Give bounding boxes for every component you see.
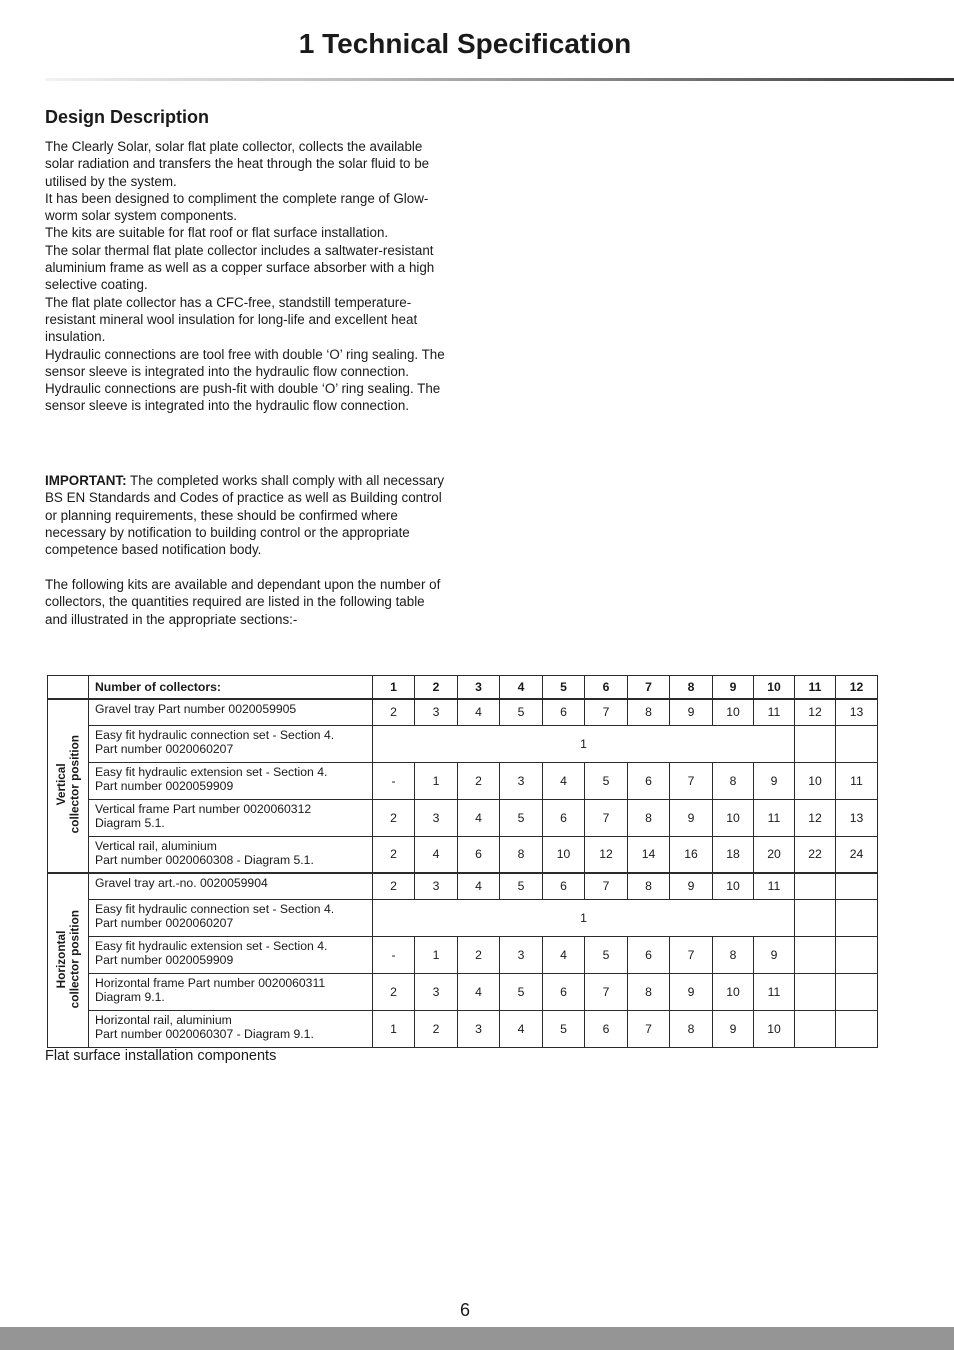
- quantity-cell: 24: [836, 836, 878, 873]
- quantity-cell: [836, 873, 878, 899]
- quantity-cell: 11: [754, 973, 795, 1010]
- quantity-cell: [795, 873, 836, 899]
- table-header-row: [48, 676, 878, 700]
- quantity-cell: 7: [585, 799, 628, 836]
- quantity-cell: 22: [795, 836, 836, 873]
- quantity-cell: 1: [373, 1010, 415, 1047]
- component-detail: Part number 0020060207: [95, 742, 234, 756]
- column-header: 8: [670, 676, 713, 700]
- components-table: [47, 675, 878, 1048]
- quantity-cell: 8: [670, 1010, 713, 1047]
- quantity-cell: 6: [543, 873, 585, 899]
- quantity-cell: 7: [670, 762, 713, 799]
- quantity-cell: 2: [415, 1010, 458, 1047]
- quantity-cell: 10: [713, 973, 754, 1010]
- quantity-cell: -: [373, 936, 415, 973]
- quantity-cell: 11: [754, 873, 795, 899]
- paragraph: The flat plate collector has a CFC-free, standstill temperature-resistant mineral wool insulation for long-life and excellent heat insulation.: [45, 294, 418, 345]
- component-name: Easy fit hydraulic extension set - Section 4.: [95, 764, 328, 779]
- design-description: [45, 138, 450, 415]
- quantity-cell: 1: [415, 936, 458, 973]
- column-header: 5: [543, 676, 585, 700]
- vertical-group: [48, 699, 878, 873]
- column-header: 3: [458, 676, 500, 700]
- quantity-cell: 4: [415, 836, 458, 873]
- quantity-cell: 12: [795, 799, 836, 836]
- quantity-cell: 2: [373, 973, 415, 1010]
- quantity-cell: 6: [543, 973, 585, 1010]
- paragraph: Hydraulic connections are tool free with double ‘O’ ring sealing. The sensor sleeve is integrated into the hydraulic flow connection.: [45, 346, 445, 379]
- quantity-cell: 6: [628, 762, 670, 799]
- table-row: [48, 936, 878, 973]
- column-header: 11: [795, 676, 836, 700]
- footer-bar: [0, 1327, 954, 1350]
- quantity-cell: 5: [585, 936, 628, 973]
- quantity-cell-merged: 1: [373, 899, 795, 936]
- quantity-cell: [795, 973, 836, 1010]
- quantity-cell: 8: [628, 873, 670, 899]
- quantity-cell: 7: [585, 873, 628, 899]
- quantity-cell: [795, 936, 836, 973]
- quantity-cell: 13: [836, 799, 878, 836]
- quantity-cell: 2: [458, 936, 500, 973]
- paragraph: The solar thermal flat plate collector includes a saltwater-resistant aluminium frame as well as a copper surface absorber with a high selective coating.: [45, 242, 435, 293]
- table-row: [48, 973, 878, 1010]
- quantity-cell: 6: [543, 699, 585, 725]
- quantity-cell: 5: [500, 699, 543, 725]
- column-header-label: Number of collectors:: [89, 676, 373, 700]
- table-row: [48, 762, 878, 799]
- table-row: [48, 699, 878, 725]
- component-name: Easy fit hydraulic connection set - Section 4.: [95, 727, 335, 742]
- table-row: [48, 836, 878, 873]
- component-detail: Part number 0020060207: [95, 916, 234, 930]
- quantity-cell: 3: [500, 762, 543, 799]
- component-label: [89, 762, 373, 799]
- quantity-cell: 4: [458, 799, 500, 836]
- quantity-cell-merged: 1: [373, 725, 795, 762]
- group-label-line: Horizontal: [53, 929, 68, 988]
- horizontal-group: [48, 873, 878, 1047]
- corner-cell: [48, 676, 89, 700]
- quantity-cell: 5: [585, 762, 628, 799]
- group-label-line: collector position: [67, 735, 81, 834]
- quantity-cell: 3: [458, 1010, 500, 1047]
- quantity-cell: 4: [500, 1010, 543, 1047]
- important-text: The completed works shall comply with all necessary BS EN Standards and Codes of practice as well as Building control or planning requirements, these should be confirmed where necessary by notification to building control or the appropriate competence based notification body.: [45, 473, 445, 558]
- table-row: [48, 799, 878, 836]
- component-detail: Part number 0020059909: [95, 953, 234, 967]
- important-label: IMPORTANT:: [45, 473, 127, 488]
- column-header: 10: [754, 676, 795, 700]
- component-name: Horizontal rail, aluminium: [95, 1012, 232, 1027]
- quantity-cell: 16: [670, 836, 713, 873]
- quantity-cell: 2: [373, 836, 415, 873]
- group-label-line: collector position: [67, 909, 81, 1008]
- quantity-cell: 10: [713, 799, 754, 836]
- component-label: [89, 725, 373, 762]
- component-name: Easy fit hydraulic extension set - Section 4.: [95, 938, 328, 953]
- quantity-cell: 1: [415, 762, 458, 799]
- quantity-cell: 4: [458, 873, 500, 899]
- component-name: Gravel tray art.-no. 0020059904: [95, 876, 268, 890]
- column-header: 2: [415, 676, 458, 700]
- column-header: 4: [500, 676, 543, 700]
- quantity-cell: 10: [713, 699, 754, 725]
- quantity-cell: 4: [458, 973, 500, 1010]
- quantity-cell: 2: [373, 699, 415, 725]
- quantity-cell: 2: [458, 762, 500, 799]
- component-label: [89, 899, 373, 936]
- quantity-cell: 5: [500, 973, 543, 1010]
- table-row: [48, 899, 878, 936]
- paragraph: It has been designed to compliment the complete range of Glow-worm solar system components.: [45, 190, 429, 224]
- component-name: Vertical frame Part number 0020060312: [95, 801, 312, 816]
- quantity-cell: 9: [754, 936, 795, 973]
- group-label-text: [55, 910, 82, 1008]
- quantity-cell: 18: [713, 836, 754, 873]
- quantity-cell: 6: [628, 936, 670, 973]
- quantity-cell: [795, 899, 836, 936]
- component-label: [89, 1010, 373, 1047]
- quantity-cell: 10: [543, 836, 585, 873]
- quantity-cell: 8: [628, 799, 670, 836]
- quantity-cell: 8: [713, 936, 754, 973]
- quantity-cell: 4: [458, 699, 500, 725]
- table-row: [48, 725, 878, 762]
- quantity-cell: 3: [415, 799, 458, 836]
- quantity-cell: 10: [754, 1010, 795, 1047]
- quantity-cell: 12: [585, 836, 628, 873]
- paragraph: The following kits are available and dependant upon the number of collectors, the quantities required are listed in the following table and illustrated in the appropriate sections:-: [45, 577, 441, 627]
- quantity-cell: 2: [373, 799, 415, 836]
- quantity-cell: 4: [543, 762, 585, 799]
- component-label: [89, 873, 373, 899]
- component-label: [89, 936, 373, 973]
- component-label: [89, 799, 373, 836]
- quantity-cell: 9: [713, 1010, 754, 1047]
- table-caption: Flat surface installation components: [45, 1048, 277, 1064]
- quantity-cell: 6: [585, 1010, 628, 1047]
- quantity-cell: 8: [713, 762, 754, 799]
- quantity-cell: 8: [628, 973, 670, 1010]
- quantity-cell: 20: [754, 836, 795, 873]
- component-detail: Part number 0020059909: [95, 779, 234, 793]
- paragraph: Hydraulic connections are push-fit with double ‘O’ ring sealing. The sensor sleeve is integrated into the hydraulic flow connection.: [45, 381, 441, 414]
- component-name: Gravel tray Part number 0020059905: [95, 702, 297, 716]
- quantity-cell: 7: [670, 936, 713, 973]
- quantity-cell: [836, 1010, 878, 1047]
- quantity-cell: 7: [585, 973, 628, 1010]
- quantity-cell: 9: [754, 762, 795, 799]
- quantity-cell: 3: [415, 699, 458, 725]
- column-header: 1: [373, 676, 415, 700]
- quantity-cell: 14: [628, 836, 670, 873]
- component-detail: Diagram 5.1.: [95, 816, 165, 830]
- group-label-text: [55, 735, 82, 833]
- quantity-cell: 6: [543, 799, 585, 836]
- quantity-cell: 12: [795, 699, 836, 725]
- horizontal-group-label: [48, 873, 89, 1047]
- quantity-cell: 8: [628, 699, 670, 725]
- quantity-cell: 7: [585, 699, 628, 725]
- component-name: Horizontal frame Part number 0020060311: [95, 975, 326, 990]
- component-detail: Part number 0020060308 - Diagram 5.1.: [95, 853, 314, 867]
- quantity-cell: 9: [670, 973, 713, 1010]
- quantity-cell: 10: [713, 873, 754, 899]
- quantity-cell: 8: [500, 836, 543, 873]
- quantity-cell: [836, 936, 878, 973]
- quantity-cell: 5: [500, 799, 543, 836]
- quantity-cell: 4: [543, 936, 585, 973]
- table-row: [48, 873, 878, 899]
- quantity-cell: 3: [415, 873, 458, 899]
- page-number: 6: [459, 1300, 470, 1320]
- quantity-cell: 7: [628, 1010, 670, 1047]
- column-header: 9: [713, 676, 754, 700]
- quantity-cell: 3: [500, 936, 543, 973]
- component-label: [89, 973, 373, 1010]
- quantity-cell: 11: [836, 762, 878, 799]
- quantity-cell: 9: [670, 873, 713, 899]
- quantity-cell: 6: [458, 836, 500, 873]
- quantity-cell: 13: [836, 699, 878, 725]
- quantity-cell: [836, 973, 878, 1010]
- kits-intro: [45, 576, 450, 628]
- paragraph: The kits are suitable for flat roof or flat surface installation.: [45, 225, 389, 241]
- vertical-group-label: [48, 699, 89, 873]
- page-title: 1 Technical Specification: [298, 28, 632, 59]
- component-detail: Diagram 9.1.: [95, 990, 165, 1004]
- component-name: Easy fit hydraulic connection set - Section 4.: [95, 901, 335, 916]
- quantity-cell: [836, 899, 878, 936]
- column-header: 12: [836, 676, 878, 700]
- quantity-cell: 11: [754, 699, 795, 725]
- column-header: 6: [585, 676, 628, 700]
- component-label: [89, 836, 373, 873]
- title-rule: [45, 78, 954, 81]
- quantity-cell: [836, 725, 878, 762]
- quantity-cell: [795, 725, 836, 762]
- important-note: [45, 472, 450, 558]
- component-name: Vertical rail, aluminium: [95, 838, 217, 853]
- quantity-cell: 5: [543, 1010, 585, 1047]
- table-row: [48, 1010, 878, 1047]
- quantity-cell: 3: [415, 973, 458, 1010]
- quantity-cell: [795, 1010, 836, 1047]
- quantity-cell: 9: [670, 699, 713, 725]
- column-header: 7: [628, 676, 670, 700]
- paragraph: The Clearly Solar, solar flat plate collector, collects the available solar radiation and transfers the heat through the solar fluid to be utilised by the system.: [45, 139, 430, 189]
- quantity-cell: -: [373, 762, 415, 799]
- component-detail: Part number 0020060307 - Diagram 9.1.: [95, 1027, 314, 1041]
- quantity-cell: 2: [373, 873, 415, 899]
- group-label-line: Vertical: [53, 763, 68, 806]
- quantity-cell: 9: [670, 799, 713, 836]
- section-heading: Design Description: [45, 107, 210, 127]
- quantity-cell: 11: [754, 799, 795, 836]
- quantity-cell: 10: [795, 762, 836, 799]
- component-label: [89, 699, 373, 725]
- quantity-cell: 5: [500, 873, 543, 899]
